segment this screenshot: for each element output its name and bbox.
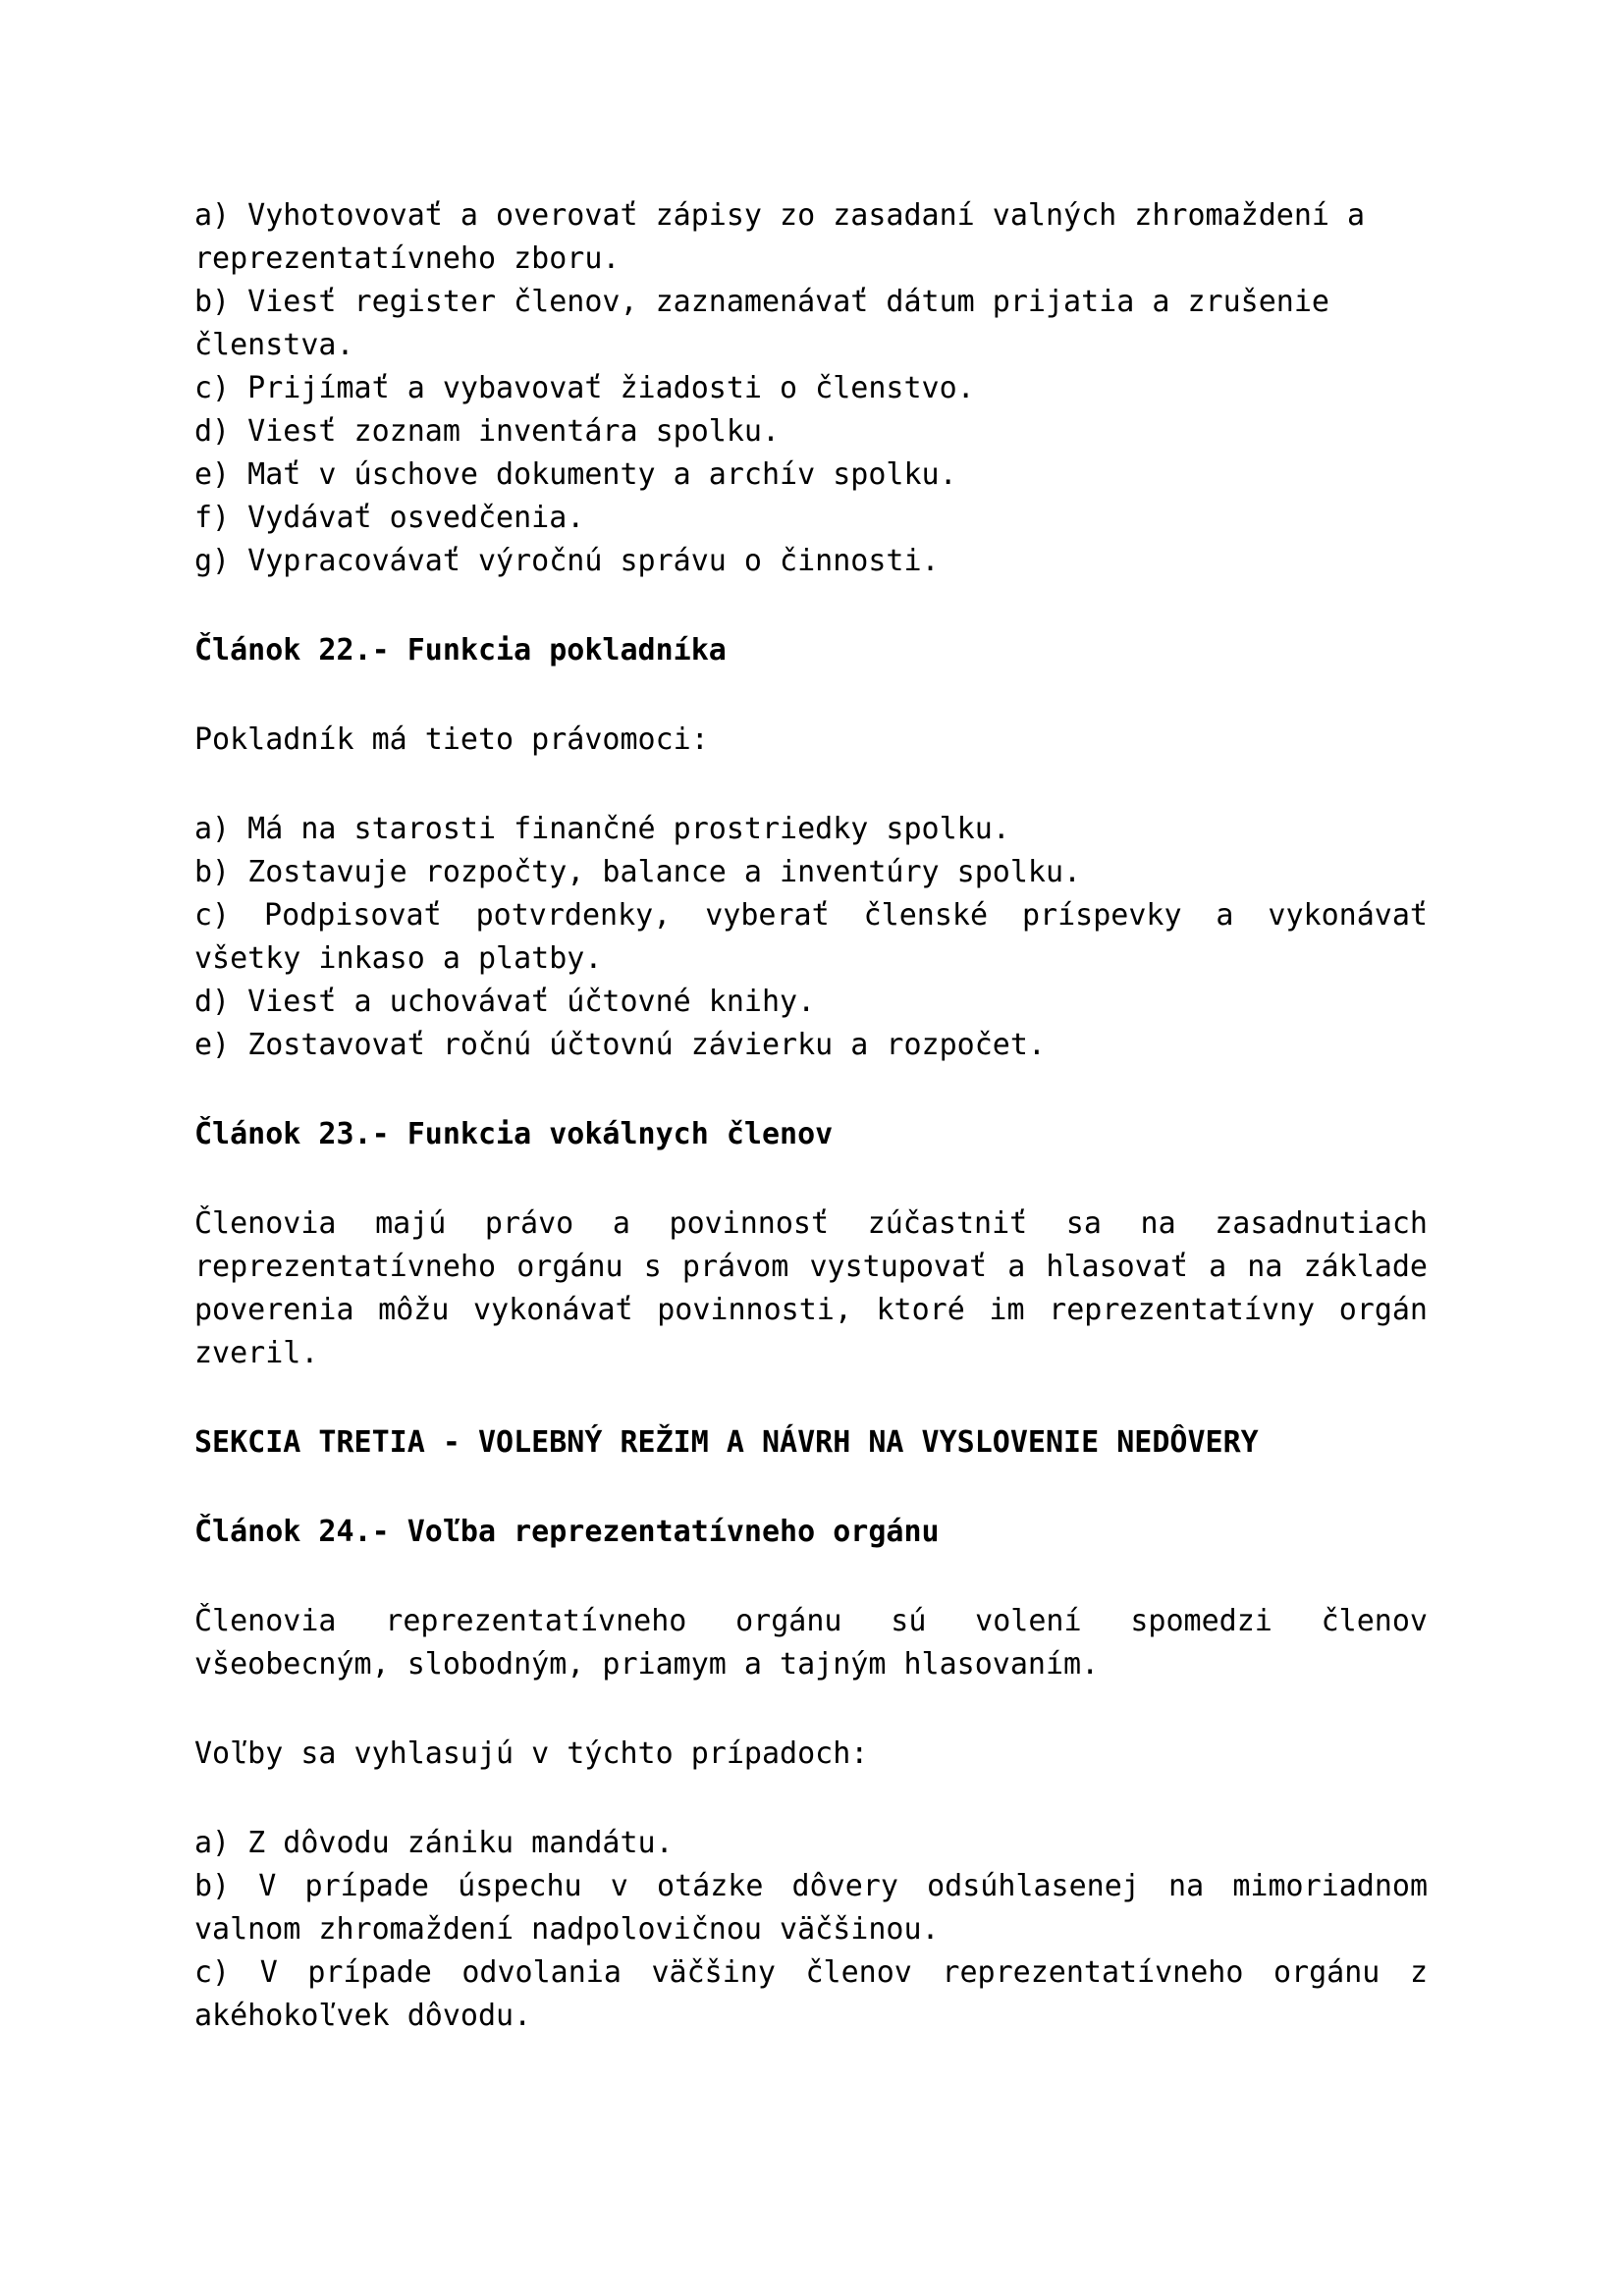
list-item-d: d) Viesť a uchovávať účtovné knihy. xyxy=(194,985,816,1019)
article-23-body-paragraph: Členovia majú právo a povinnosť zúčastniť sa na zasadnutiach reprezentatívneho orgánu s právom vystupovať a hlasovať a na základe poverenia môžu vykonávať povinnosti, ktoré im reprezentatívny orgán zveril. xyxy=(194,1206,1428,1370)
treasurer-powers-list xyxy=(194,808,1428,1067)
list-item-b: b) Viesť register členov, zaznamenávať dátum prijatia a zrušenie členstva. xyxy=(194,285,1329,362)
elections-intro-paragraph: Voľby sa vyhlasujú v týchto prípadoch: xyxy=(194,1736,869,1771)
list-item-c: c) Podpisovať potvrdenky, vyberať členské príspevky a vykonávať všetky inkaso a platby. xyxy=(194,898,1428,976)
list-item-b: b) Zostavuje rozpočty, balance a inventúry spolku. xyxy=(194,855,1082,889)
list-item-f: f) Vydávať osvedčenia. xyxy=(194,501,585,535)
election-cases-list xyxy=(194,1822,1428,2038)
list-item-e: e) Mať v úschove dokumenty a archív spolku. xyxy=(194,457,957,492)
article-23-heading: Článok 23.- Funkcia vokálnych členov xyxy=(194,1117,834,1151)
list-item-a: a) Má na starosti finančné prostriedky spolku. xyxy=(194,812,1010,846)
article-24-body-paragraph: Členovia reprezentatívneho orgánu sú volení spomedzi členov všeobecným, slobodným, priamym a tajným hlasovaním. xyxy=(194,1604,1428,1682)
article-24-heading: Článok 24.- Voľba reprezentatívneho orgánu xyxy=(194,1515,940,1549)
list-item-a: a) Z dôvodu zániku mandátu. xyxy=(194,1826,674,1860)
article-22-heading: Článok 22.- Funkcia pokladníka xyxy=(194,633,727,667)
list-item-e: e) Zostavovať ročnú účtovnú závierku a rozpočet. xyxy=(194,1028,1046,1062)
section-3-heading: SEKCIA TRETIA - VOLEBNÝ REŽIM A NÁVRH NA VYSLOVENIE NEDÔVERY xyxy=(194,1425,1259,1460)
list-item-c: c) V prípade odvolania väčšiny členov reprezentatívneho orgánu z akéhokoľvek dôvodu. xyxy=(194,1955,1428,2033)
list-item-d: d) Viesť zoznam inventára spolku. xyxy=(194,414,781,449)
list-item-a: a) Vyhotovovať a overovať zápisy zo zasadaní valných zhromaždení a reprezentatívneho zboru. xyxy=(194,198,1366,276)
treasurer-intro-paragraph: Pokladník má tieto právomoci: xyxy=(194,722,709,757)
list-item-b: b) V prípade úspechu v otázke dôvery odsúhlasenej na mimoriadnom valnom zhromaždení nadpolovičnou väčšinou. xyxy=(194,1869,1428,1947)
list-item-c: c) Prijímať a vybavovať žiadosti o členstvo. xyxy=(194,371,975,405)
secretary-duties-list xyxy=(194,194,1428,583)
list-item-g: g) Vypracovávať výročnú správu o činnosti. xyxy=(194,544,940,578)
